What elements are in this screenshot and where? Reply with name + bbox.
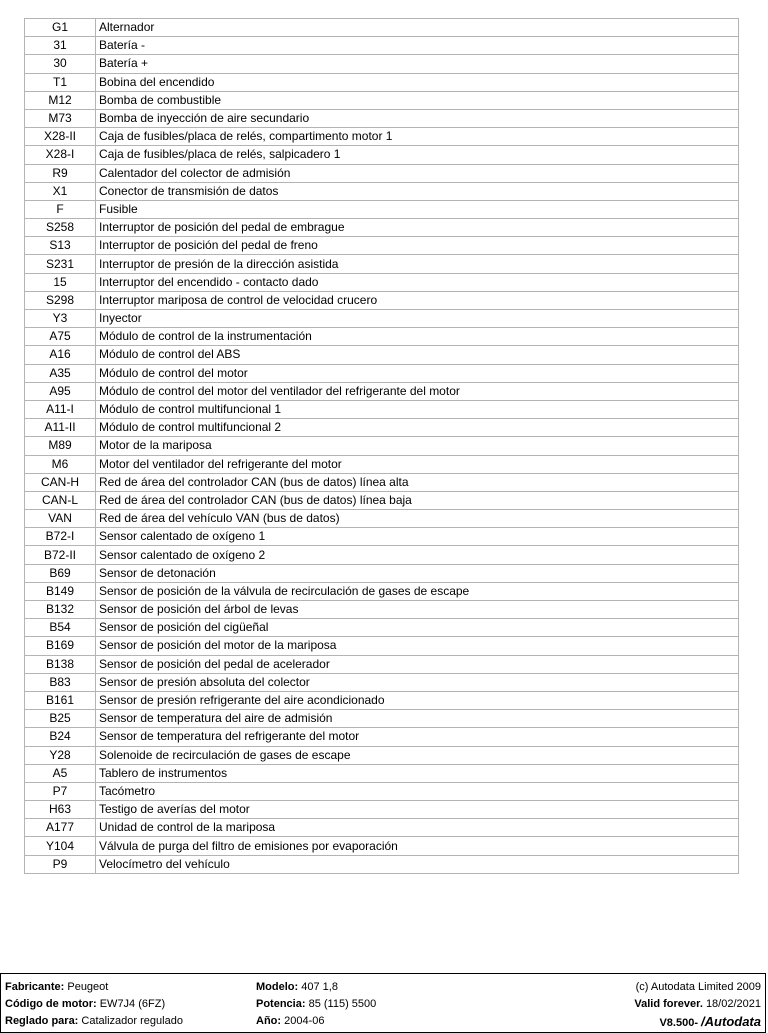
component-code: A177 bbox=[25, 819, 96, 837]
component-description: Interruptor del encendido - contacto dado bbox=[96, 273, 739, 291]
legend-row bbox=[25, 473, 739, 491]
legend-row bbox=[25, 37, 739, 55]
component-code: B138 bbox=[25, 655, 96, 673]
component-description: Calentador del colector de admisión bbox=[96, 164, 739, 182]
component-code: M6 bbox=[25, 455, 96, 473]
year-label: Año: bbox=[256, 1015, 282, 1027]
legend-row bbox=[25, 855, 739, 873]
version-text: V8.500- bbox=[659, 1017, 698, 1029]
component-description: Alternador bbox=[96, 19, 739, 37]
model-line bbox=[256, 979, 376, 996]
tuned-for-label: Reglado para: bbox=[5, 1015, 79, 1027]
component-description: Caja de fusibles/placa de relés, compartimento motor 1 bbox=[96, 128, 739, 146]
legend-row bbox=[25, 91, 739, 109]
legend-row bbox=[25, 19, 739, 37]
component-code: B25 bbox=[25, 710, 96, 728]
component-code: A95 bbox=[25, 382, 96, 400]
footer-model-info bbox=[256, 979, 376, 1030]
component-code: S298 bbox=[25, 291, 96, 309]
component-code: Y28 bbox=[25, 746, 96, 764]
engine-code-label: Código de motor: bbox=[5, 998, 97, 1010]
component-code: A5 bbox=[25, 764, 96, 782]
legend-row bbox=[25, 200, 739, 218]
legend-row bbox=[25, 382, 739, 400]
component-code: M73 bbox=[25, 109, 96, 127]
legend-row bbox=[25, 619, 739, 637]
legend-row bbox=[25, 146, 739, 164]
legend-row bbox=[25, 455, 739, 473]
legend-row bbox=[25, 601, 739, 619]
component-code: A75 bbox=[25, 328, 96, 346]
component-description: Velocímetro del vehículo bbox=[96, 855, 739, 873]
version-line bbox=[634, 1013, 761, 1032]
component-description: Sensor de temperatura del refrigerante del motor bbox=[96, 728, 739, 746]
component-description: Sensor calentado de oxígeno 2 bbox=[96, 546, 739, 564]
component-description: Bomba de combustible bbox=[96, 91, 739, 109]
component-code: B69 bbox=[25, 564, 96, 582]
component-description: Sensor de posición del cigüeñal bbox=[96, 619, 739, 637]
year-value: 2004-06 bbox=[284, 1015, 325, 1027]
legend-row bbox=[25, 691, 739, 709]
component-legend-table bbox=[24, 18, 739, 874]
component-description: Sensor de presión absoluta del colector bbox=[96, 673, 739, 691]
component-description: Interruptor de posición del pedal de freno bbox=[96, 237, 739, 255]
legend-row bbox=[25, 364, 739, 382]
component-code: S231 bbox=[25, 255, 96, 273]
legend-row bbox=[25, 528, 739, 546]
component-code: B161 bbox=[25, 691, 96, 709]
component-code: CAN-H bbox=[25, 473, 96, 491]
component-code: P9 bbox=[25, 855, 96, 873]
legend-row bbox=[25, 764, 739, 782]
component-description: Interruptor de posición del pedal de embrague bbox=[96, 219, 739, 237]
component-code: S258 bbox=[25, 219, 96, 237]
legend-row bbox=[25, 291, 739, 309]
valid-label: Valid forever. bbox=[634, 998, 703, 1010]
component-code: Y104 bbox=[25, 837, 96, 855]
autodata-logo: /Autodata bbox=[701, 1014, 761, 1029]
component-code: B132 bbox=[25, 601, 96, 619]
component-description: Interruptor mariposa de control de velocidad crucero bbox=[96, 291, 739, 309]
legend-row bbox=[25, 273, 739, 291]
legend-row bbox=[25, 164, 739, 182]
power-line bbox=[256, 996, 376, 1013]
component-description: Bobina del encendido bbox=[96, 73, 739, 91]
legend-row bbox=[25, 491, 739, 509]
legend-row bbox=[25, 128, 739, 146]
component-description: Sensor de posición del motor de la mariposa bbox=[96, 637, 739, 655]
legend-row bbox=[25, 255, 739, 273]
power-value: 85 (115) 5500 bbox=[308, 998, 377, 1010]
manufacturer-line bbox=[5, 979, 183, 996]
component-code: 30 bbox=[25, 55, 96, 73]
legend-row bbox=[25, 437, 739, 455]
model-label: Modelo: bbox=[256, 981, 299, 993]
component-code: VAN bbox=[25, 510, 96, 528]
component-code: A11-II bbox=[25, 419, 96, 437]
component-description: Caja de fusibles/placa de relés, salpicadero 1 bbox=[96, 146, 739, 164]
document-footer bbox=[0, 973, 766, 1033]
legend-row bbox=[25, 728, 739, 746]
component-description: Sensor de posición de la válvula de recirculación de gases de escape bbox=[96, 582, 739, 600]
component-description: Módulo de control del motor del ventilador del refrigerante del motor bbox=[96, 382, 739, 400]
engine-code-value: EW7J4 (6FZ) bbox=[99, 998, 166, 1010]
component-description: Sensor de temperatura del aire de admisión bbox=[96, 710, 739, 728]
power-label: Potencia: bbox=[256, 998, 306, 1010]
legend-row bbox=[25, 419, 739, 437]
component-code: P7 bbox=[25, 782, 96, 800]
footer-vehicle-info bbox=[5, 979, 183, 1030]
engine-code-line bbox=[5, 996, 183, 1013]
component-code: X28-I bbox=[25, 146, 96, 164]
legend-row bbox=[25, 819, 739, 837]
component-description: Fusible bbox=[96, 200, 739, 218]
component-description: Sensor calentado de oxígeno 1 bbox=[96, 528, 739, 546]
component-code: M12 bbox=[25, 91, 96, 109]
component-code: M89 bbox=[25, 437, 96, 455]
component-description: Módulo de control multifuncional 2 bbox=[96, 419, 739, 437]
component-code: B83 bbox=[25, 673, 96, 691]
component-code: A35 bbox=[25, 364, 96, 382]
component-code: B72-I bbox=[25, 528, 96, 546]
component-description: Sensor de detonación bbox=[96, 564, 739, 582]
legend-row bbox=[25, 673, 739, 691]
legend-body bbox=[25, 19, 739, 874]
component-description: Unidad de control de la mariposa bbox=[96, 819, 739, 837]
manufacturer-label: Fabricante: bbox=[5, 981, 65, 993]
component-code: G1 bbox=[25, 19, 96, 37]
component-code: R9 bbox=[25, 164, 96, 182]
legend-row bbox=[25, 564, 739, 582]
component-description: Conector de transmisión de datos bbox=[96, 182, 739, 200]
component-description: Interruptor de presión de la dirección asistida bbox=[96, 255, 739, 273]
component-description: Tacómetro bbox=[96, 782, 739, 800]
component-code: X28-II bbox=[25, 128, 96, 146]
legend-row bbox=[25, 219, 739, 237]
component-description: Testigo de averías del motor bbox=[96, 801, 739, 819]
legend-row bbox=[25, 510, 739, 528]
component-code: Y3 bbox=[25, 310, 96, 328]
legend-row bbox=[25, 710, 739, 728]
legend-row bbox=[25, 637, 739, 655]
component-description: Módulo de control del motor bbox=[96, 364, 739, 382]
component-code: B169 bbox=[25, 637, 96, 655]
component-code: H63 bbox=[25, 801, 96, 819]
legend-row bbox=[25, 837, 739, 855]
component-code: B149 bbox=[25, 582, 96, 600]
copyright-text: (c) Autodata Limited 2009 bbox=[635, 981, 761, 993]
component-description: Módulo de control de la instrumentación bbox=[96, 328, 739, 346]
component-description: Válvula de purga del filtro de emisiones por evaporación bbox=[96, 837, 739, 855]
component-description: Batería - bbox=[96, 37, 739, 55]
tuned-for-line bbox=[5, 1013, 183, 1030]
legend-row bbox=[25, 746, 739, 764]
component-code: B24 bbox=[25, 728, 96, 746]
component-description: Batería + bbox=[96, 55, 739, 73]
legend-row bbox=[25, 237, 739, 255]
legend-row bbox=[25, 109, 739, 127]
component-description: Motor de la mariposa bbox=[96, 437, 739, 455]
component-description: Inyector bbox=[96, 310, 739, 328]
manufacturer-value: Peugeot bbox=[67, 981, 109, 993]
legend-row bbox=[25, 546, 739, 564]
footer-publisher-info bbox=[634, 979, 761, 1032]
component-code: 15 bbox=[25, 273, 96, 291]
component-description: Sensor de posición del árbol de levas bbox=[96, 601, 739, 619]
component-code: B72-II bbox=[25, 546, 96, 564]
component-description: Sensor de presión refrigerante del aire acondicionado bbox=[96, 691, 739, 709]
tuned-for-value: Catalizador regulado bbox=[81, 1015, 183, 1027]
component-description: Módulo de control del ABS bbox=[96, 346, 739, 364]
legend-row bbox=[25, 582, 739, 600]
component-code: 31 bbox=[25, 37, 96, 55]
legend-row bbox=[25, 801, 739, 819]
validity-line bbox=[634, 996, 761, 1013]
component-code: F bbox=[25, 200, 96, 218]
component-description: Red de área del vehículo VAN (bus de datos) bbox=[96, 510, 739, 528]
component-code: S13 bbox=[25, 237, 96, 255]
component-description: Solenoide de recirculación de gases de escape bbox=[96, 746, 739, 764]
legend-row bbox=[25, 310, 739, 328]
legend-row bbox=[25, 182, 739, 200]
component-description: Sensor de posición del pedal de acelerador bbox=[96, 655, 739, 673]
legend-row bbox=[25, 782, 739, 800]
legend-row bbox=[25, 73, 739, 91]
component-code: A16 bbox=[25, 346, 96, 364]
component-description: Tablero de instrumentos bbox=[96, 764, 739, 782]
component-description: Bomba de inyección de aire secundario bbox=[96, 109, 739, 127]
component-code: A11-I bbox=[25, 400, 96, 418]
model-value: 407 1,8 bbox=[301, 981, 338, 993]
legend-row bbox=[25, 55, 739, 73]
component-code: B54 bbox=[25, 619, 96, 637]
year-line bbox=[256, 1013, 376, 1030]
component-description: Red de área del controlador CAN (bus de datos) línea alta bbox=[96, 473, 739, 491]
component-code: T1 bbox=[25, 73, 96, 91]
legend-row bbox=[25, 655, 739, 673]
date-value: 18/02/2021 bbox=[705, 998, 761, 1010]
legend-row bbox=[25, 328, 739, 346]
component-code: CAN-L bbox=[25, 491, 96, 509]
component-description: Módulo de control multifuncional 1 bbox=[96, 400, 739, 418]
legend-row bbox=[25, 400, 739, 418]
component-description: Motor del ventilador del refrigerante del motor bbox=[96, 455, 739, 473]
component-description: Red de área del controlador CAN (bus de datos) línea baja bbox=[96, 491, 739, 509]
component-code: X1 bbox=[25, 182, 96, 200]
legend-row bbox=[25, 346, 739, 364]
